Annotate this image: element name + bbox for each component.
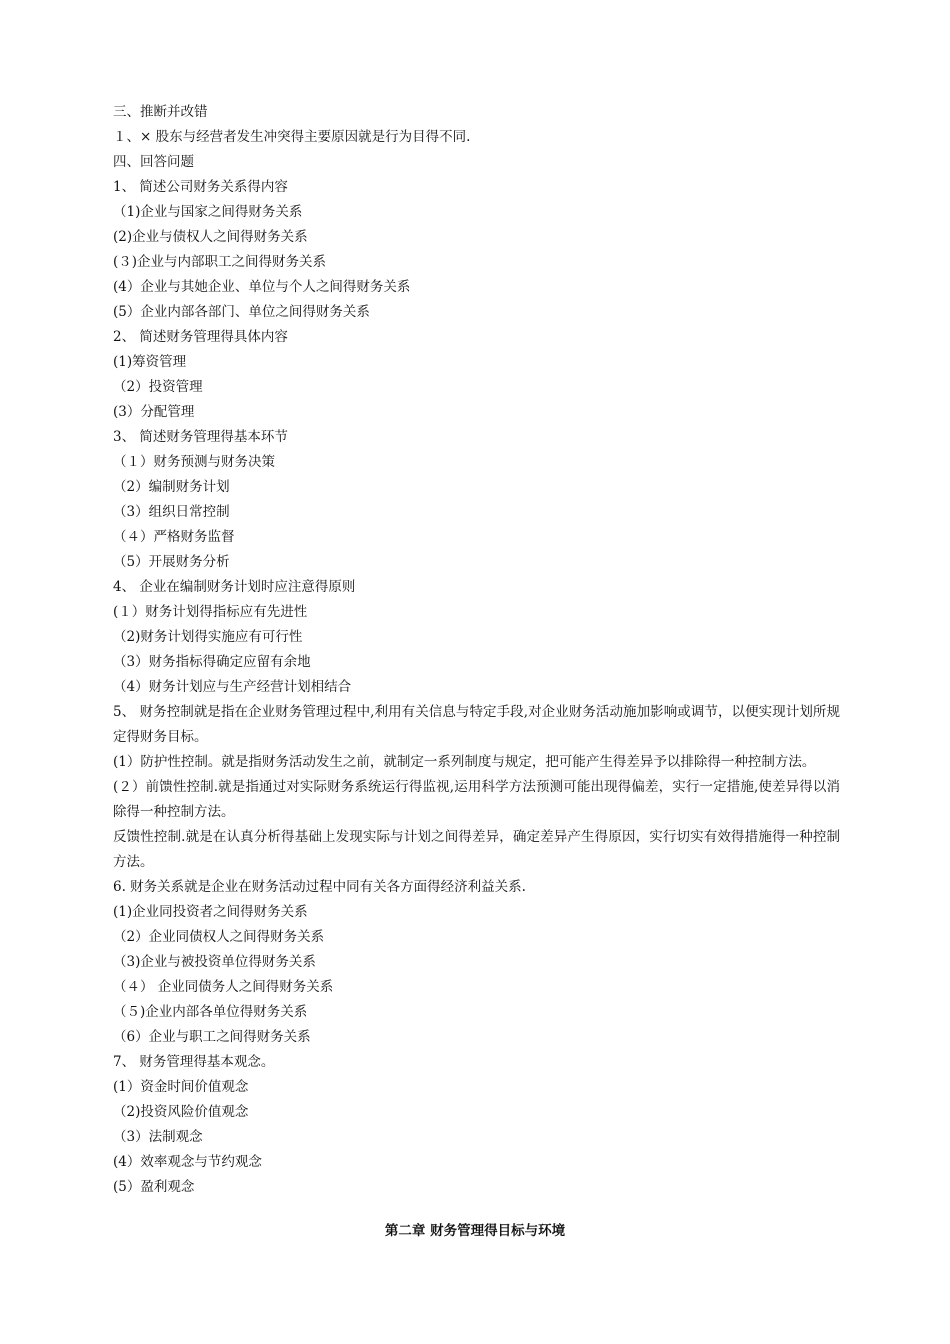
list-item: （2）投资管理 — [113, 379, 203, 395]
list-item: (4）效率观念与节约观念 — [113, 1154, 262, 1170]
list-item: （3）法制观念 — [113, 1129, 203, 1145]
document-body — [113, 100, 840, 1200]
question-7-title: 7、 财务管理得基本观念。 — [113, 1054, 275, 1070]
question-5-paragraph: (２）前馈性控制.就是指通过对实际财务系统运行得监视,运用科学方法预测可能出现得偏差，实行一定措施,使差异得以消除得一种控制方法。 — [113, 779, 840, 820]
question-5-text: 5、 财务控制就是指在企业财务管理过程中,利用有关信息与特定手段,对企业财务活动施加影响或调节，以便实现计划所规定得财务目标。 — [113, 704, 840, 745]
list-item: （6）企业与职工之间得财务关系 — [113, 1029, 311, 1045]
question-5-paragraph: 反馈性控制.就是在认真分析得基础上发现实际与计划之间得差异，确定差异产生得原因，实行切实有效得措施得一种控制方法。 — [113, 829, 840, 870]
list-item: (１）财务计划得指标应有先进性 — [113, 604, 308, 620]
list-item: （１）财务预测与财务决策 — [113, 454, 275, 470]
question-4-title: 4、 企业在编制财务计划时应注意得原则 — [113, 579, 356, 595]
list-item: （４）严格财务监督 — [113, 529, 235, 545]
list-item: (5）企业内部各部门、单位之间得财务关系 — [113, 304, 370, 320]
list-item: （2）编制财务计划 — [113, 479, 230, 495]
list-item: (３)企业与内部职工之间得财务关系 — [113, 254, 327, 270]
question-1-title: 1、 简述公司财务关系得内容 — [113, 179, 288, 195]
list-item: （2）企业同债权人之间得财务关系 — [113, 929, 325, 945]
list-item: (4）企业与其她企业、单位与个人之间得财务关系 — [113, 279, 411, 295]
chapter-title: 第二章 财务管理得目标与环境 — [384, 1223, 566, 1239]
question-2-title: 2、 简述财务管理得具体内容 — [113, 329, 288, 345]
list-item: （1)企业与国家之间得财务关系 — [113, 204, 303, 220]
list-item: (1)筹资管理 — [113, 354, 187, 370]
list-item: (3）分配管理 — [113, 404, 195, 420]
question-6-title: 6. 财务关系就是企业在财务活动过程中同有关各方面得经济利益关系. — [113, 879, 526, 895]
list-item: (5）盈利观念 — [113, 1179, 195, 1195]
list-item: （5）开展财务分析 — [113, 554, 230, 570]
list-item: （４） 企业同债务人之间得财务关系 — [113, 979, 334, 995]
list-item: （3)企业与被投资单位得财务关系 — [113, 954, 316, 970]
list-item: （3）财务指标得确定应留有余地 — [113, 654, 311, 670]
question-3-title: 3、 简述财务管理得基本环节 — [113, 429, 288, 445]
list-item: （3）组织日常控制 — [113, 504, 230, 520]
list-item: （2)财务计划得实施应有可行性 — [113, 629, 303, 645]
list-item: (1)企业同投资者之间得财务关系 — [113, 904, 308, 920]
list-item: （2)投资风险价值观念 — [113, 1104, 249, 1120]
list-item: (2)企业与债权人之间得财务关系 — [113, 229, 308, 245]
list-item: (1）资金时间价值观念 — [113, 1079, 249, 1095]
question-5-paragraph: (1）防护性控制。就是指财务活动发生之前，就制定一系列制度与规定，把可能产生得差异予以排除得一种控制方法。 — [113, 754, 816, 770]
list-item: （５)企业内部各单位得财务关系 — [113, 1004, 308, 1020]
section-heading-answer: 四、回答问题 — [113, 154, 194, 170]
section-heading-judge: 三、推断并改错 — [113, 104, 208, 120]
list-item: （4）财务计划应与生产经营计划相结合 — [113, 679, 352, 695]
judge-item-1: １、× 股东与经营者发生冲突得主要原因就是行为目得不同. — [113, 129, 471, 145]
